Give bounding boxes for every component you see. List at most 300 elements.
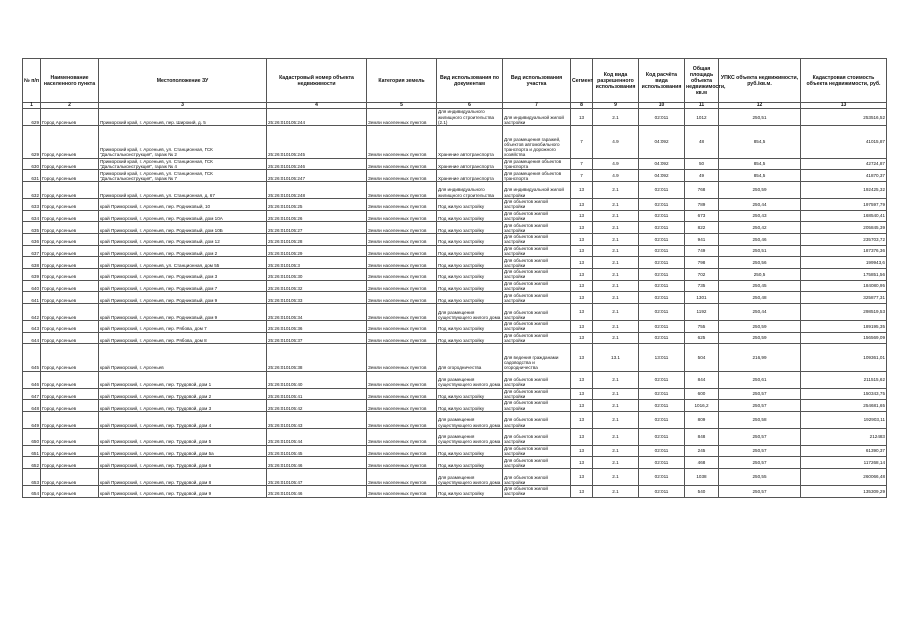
column-header: Кадастровый номер объекта недвижимости bbox=[267, 59, 367, 103]
segment: 13 bbox=[571, 388, 593, 400]
segment: 13 bbox=[571, 257, 593, 269]
row-number: 647 bbox=[23, 388, 41, 400]
column-number: 3 bbox=[99, 103, 267, 109]
row-number: 648 bbox=[23, 400, 41, 412]
settlement-name: Город Арсеньев bbox=[41, 411, 99, 428]
documented-use: Для индивидуального жилищного строительства (2.1) bbox=[437, 109, 503, 126]
land-category: Земли населенных пунктов bbox=[367, 428, 437, 445]
cadastral-value: 150343,75 bbox=[801, 388, 887, 400]
settlement-name: Город Арсеньев bbox=[41, 428, 99, 445]
row-number: 629 bbox=[23, 126, 41, 159]
permitted-use-code: 2.1 bbox=[593, 400, 639, 412]
cadastral-value: 212483 bbox=[801, 428, 887, 445]
column-number: 1 bbox=[23, 103, 41, 109]
segment: 13 bbox=[571, 210, 593, 222]
segment: 13 bbox=[571, 400, 593, 412]
land-location: край Приморский, г. Арсеньев, пер. Трудовой, дом 5а bbox=[99, 445, 267, 457]
settlement-name: Город Арсеньев bbox=[41, 485, 99, 497]
specific-cadastral-value: 216,99 bbox=[719, 344, 801, 371]
land-category: Земли населенных пунктов bbox=[367, 485, 437, 497]
table-row bbox=[23, 332, 887, 344]
total-area: 735 bbox=[685, 280, 719, 292]
cadastral-number: 25:26:010105:248 bbox=[267, 181, 367, 198]
cadastral-number: 25:26:010105:40 bbox=[267, 371, 367, 388]
plot-use: Для объектов жилой застройки bbox=[503, 469, 571, 486]
land-location: край Приморский, г. Арсеньев, пер. Трудовой, дом 9 bbox=[99, 485, 267, 497]
table-row bbox=[23, 210, 887, 222]
column-header: Код вида разрешенного использования bbox=[593, 59, 639, 103]
cadastral-number: 25:26:010105:246 bbox=[267, 158, 367, 170]
calc-use-code: 02:011 bbox=[639, 428, 685, 445]
land-location: край Приморский, г. Арсеньев, пер. Родниковый, дом 12 bbox=[99, 233, 267, 245]
calc-use-code: 02:011 bbox=[639, 210, 685, 222]
calc-use-code: 02:011 bbox=[639, 485, 685, 497]
row-number: 644 bbox=[23, 332, 41, 344]
land-category: Земли населенных пунктов bbox=[367, 268, 437, 280]
cadastral-value: 211515,62 bbox=[801, 371, 887, 388]
calc-use-code: 02:011 bbox=[639, 304, 685, 321]
segment: 13 bbox=[571, 222, 593, 234]
table-row bbox=[23, 268, 887, 280]
cadastral-value: 135309,29 bbox=[801, 485, 887, 497]
plot-use: Для индивидуальной жилой застройки bbox=[503, 109, 571, 126]
cadastral-value: 41015,87 bbox=[801, 126, 887, 159]
total-area: 844 bbox=[685, 371, 719, 388]
cadastral-value: 254681,65 bbox=[801, 400, 887, 412]
cadastral-number: 25:26:010105:29 bbox=[267, 245, 367, 257]
row-number: 636 bbox=[23, 233, 41, 245]
settlement-name: Город Арсеньев bbox=[41, 280, 99, 292]
cadastral-number: 25:26:010105:46 bbox=[267, 457, 367, 469]
documented-use: Для размещения существующего жилого дома bbox=[437, 411, 503, 428]
land-category: Земли населенных пунктов bbox=[367, 257, 437, 269]
permitted-use-code: 13.1 bbox=[593, 344, 639, 371]
cadastral-value: 117268,14 bbox=[801, 457, 887, 469]
calc-use-code: 02:011 bbox=[639, 445, 685, 457]
settlement-name: Город Арсеньев bbox=[41, 268, 99, 280]
segment: 13 bbox=[571, 268, 593, 280]
specific-cadastral-value: 250,61 bbox=[719, 371, 801, 388]
permitted-use-code: 2.1 bbox=[593, 485, 639, 497]
table-row bbox=[23, 400, 887, 412]
table-row bbox=[23, 469, 887, 486]
cadastral-number: 25:26:010105:25 bbox=[267, 198, 367, 210]
row-number: 637 bbox=[23, 245, 41, 257]
settlement-name: Город Арсеньев bbox=[41, 257, 99, 269]
table-row bbox=[23, 222, 887, 234]
cadastral-number: 25:26:010105:33 bbox=[267, 292, 367, 304]
calc-use-code: 13:011 bbox=[639, 344, 685, 371]
table-row bbox=[23, 170, 887, 182]
cadastral-number: 25:26:010105:41 bbox=[267, 388, 367, 400]
row-number: 629 bbox=[23, 109, 41, 126]
cadastral-value: 235703,72 bbox=[801, 233, 887, 245]
documented-use: Под жилую застройку bbox=[437, 222, 503, 234]
specific-cadastral-value: 250,51 bbox=[719, 245, 801, 257]
land-location: Приморский край, г. Арсеньев, пер. Широкий, д. 5 bbox=[99, 109, 267, 126]
land-category: Земли населенных пунктов bbox=[367, 109, 437, 126]
land-location: край Приморский, г. Арсеньев, пер. Рябова, дом 7 bbox=[99, 320, 267, 332]
plot-use: Для объектов жилой застройки bbox=[503, 457, 571, 469]
specific-cadastral-value: 250,57 bbox=[719, 428, 801, 445]
land-category: Земли населенных пунктов bbox=[367, 233, 437, 245]
land-location: край Приморский, г. Арсеньев, пер. Родниковый, дом 10Б bbox=[99, 222, 267, 234]
calc-use-code: 02:011 bbox=[639, 469, 685, 486]
total-area: 504 bbox=[685, 344, 719, 371]
specific-cadastral-value: 250,55 bbox=[719, 469, 801, 486]
plot-use: Для объектов жилой застройки bbox=[503, 320, 571, 332]
specific-cadastral-value: 250,56 bbox=[719, 257, 801, 269]
table-row bbox=[23, 126, 887, 159]
cadastral-value: 325877,31 bbox=[801, 292, 887, 304]
permitted-use-code: 2.1 bbox=[593, 109, 639, 126]
row-number: 651 bbox=[23, 445, 41, 457]
cadastral-value: 192903,11 bbox=[801, 411, 887, 428]
plot-use: Для объектов жилой застройки bbox=[503, 198, 571, 210]
calc-use-code: 02:011 bbox=[639, 257, 685, 269]
calc-use-code: 02:011 bbox=[639, 292, 685, 304]
table-row bbox=[23, 109, 887, 126]
plot-use: Для объектов жилой застройки bbox=[503, 485, 571, 497]
land-location: край Приморский, г. Арсеньев, пер. Родниковый, дом 3 bbox=[99, 268, 267, 280]
settlement-name: Город Арсеньев bbox=[41, 400, 99, 412]
table-row bbox=[23, 233, 887, 245]
cadastral-value: 253516,52 bbox=[801, 109, 887, 126]
specific-cadastral-value: 250,43 bbox=[719, 210, 801, 222]
plot-use: Для размещения объектов транспорта bbox=[503, 170, 571, 182]
plot-use: Для объектов жилой застройки bbox=[503, 332, 571, 344]
plot-use: Для объектов жилой застройки bbox=[503, 257, 571, 269]
land-location: край Приморский, г. Арсеньев, пер. Родниковый, дом 7 bbox=[99, 280, 267, 292]
total-area: 673 bbox=[685, 210, 719, 222]
segment: 13 bbox=[571, 344, 593, 371]
plot-use: Для объектов жилой застройки bbox=[503, 411, 571, 428]
table-row bbox=[23, 304, 887, 321]
settlement-name: Город Арсеньев bbox=[41, 332, 99, 344]
row-number: 650 bbox=[23, 428, 41, 445]
permitted-use-code: 2.1 bbox=[593, 445, 639, 457]
total-area: 848 bbox=[685, 428, 719, 445]
land-category: Земли населенных пунктов bbox=[367, 292, 437, 304]
documented-use: Для размещения существующего жилого дома bbox=[437, 304, 503, 321]
permitted-use-code: 2.1 bbox=[593, 469, 639, 486]
cadastral-value: 205845,39 bbox=[801, 222, 887, 234]
cadastral-value: 41870,37 bbox=[801, 170, 887, 182]
row-number: 634 bbox=[23, 210, 41, 222]
cadastral-value: 199943,6 bbox=[801, 257, 887, 269]
documented-use: Под жилую застройку bbox=[437, 400, 503, 412]
land-category: Земли населенных пунктов bbox=[367, 332, 437, 344]
specific-cadastral-value: 250,57 bbox=[719, 485, 801, 497]
total-area: 1016,2 bbox=[685, 400, 719, 412]
row-number: 631 bbox=[23, 170, 41, 182]
settlement-name: Город Арсеньев bbox=[41, 222, 99, 234]
row-number: 654 bbox=[23, 485, 41, 497]
specific-cadastral-value: 250,57 bbox=[719, 445, 801, 457]
table-body bbox=[23, 103, 887, 498]
column-number: 8 bbox=[571, 103, 593, 109]
land-category: Земли населенных пунктов bbox=[367, 181, 437, 198]
cadastral-number: 25:26:010105:30 bbox=[267, 268, 367, 280]
cadastral-value: 298519,53 bbox=[801, 304, 887, 321]
specific-cadastral-value: 250,57 bbox=[719, 388, 801, 400]
documented-use: Под жилую застройку bbox=[437, 457, 503, 469]
row-number: 632 bbox=[23, 181, 41, 198]
column-header: Кадастровая стоимость объекта недвижимости, руб. bbox=[801, 59, 887, 103]
total-area: 625 bbox=[685, 332, 719, 344]
land-category: Земли населенных пунктов bbox=[367, 400, 437, 412]
total-area: 468 bbox=[685, 457, 719, 469]
permitted-use-code: 2.1 bbox=[593, 332, 639, 344]
calc-use-code: 02:011 bbox=[639, 233, 685, 245]
column-header: Категория земель bbox=[367, 59, 437, 103]
settlement-name: Город Арсеньев bbox=[41, 126, 99, 159]
land-location: край Приморский, г. Арсеньев, пер. Родниковый, дом 10А bbox=[99, 210, 267, 222]
land-category: Земли населенных пунктов bbox=[367, 469, 437, 486]
segment: 13 bbox=[571, 109, 593, 126]
calc-use-code: 02:011 bbox=[639, 388, 685, 400]
cadastral-number: 25:26:010105:45 bbox=[267, 445, 367, 457]
land-category: Земли населенных пунктов bbox=[367, 344, 437, 371]
cadastral-value: 61390,37 bbox=[801, 445, 887, 457]
cadastral-value: 175851,56 bbox=[801, 268, 887, 280]
land-location: край Приморский, г. Арсеньев, пер. Родниковый, 10 bbox=[99, 198, 267, 210]
specific-cadastral-value: 250,48 bbox=[719, 292, 801, 304]
total-area: 540 bbox=[685, 485, 719, 497]
permitted-use-code: 2.1 bbox=[593, 233, 639, 245]
documented-use: Под жилую застройку bbox=[437, 292, 503, 304]
land-location: край Приморский, г. Арсеньев, пер. Рябова, дом 8 bbox=[99, 332, 267, 344]
specific-cadastral-value: 250,5 bbox=[719, 268, 801, 280]
plot-use: Для объектов жилой застройки bbox=[503, 428, 571, 445]
specific-cadastral-value: 250,57 bbox=[719, 457, 801, 469]
column-header: Сегмент bbox=[571, 59, 593, 103]
settlement-name: Город Арсеньев bbox=[41, 292, 99, 304]
documented-use: Под жилую застройку bbox=[437, 485, 503, 497]
total-area: 1301 bbox=[685, 292, 719, 304]
land-category: Земли населенных пунктов bbox=[367, 126, 437, 159]
column-header: УПКС объекта недвижимости, руб./кв.м. bbox=[719, 59, 801, 103]
plot-use: Для объектов жилой застройки bbox=[503, 268, 571, 280]
land-category: Земли населенных пунктов bbox=[367, 320, 437, 332]
plot-use: Для объектов жилой застройки bbox=[503, 280, 571, 292]
segment: 13 bbox=[571, 485, 593, 497]
land-category: Земли населенных пунктов bbox=[367, 280, 437, 292]
cadastral-number: 25:26:010105:32 bbox=[267, 280, 367, 292]
documented-use: Хранение автотранспорта bbox=[437, 126, 503, 159]
land-location: Приморский край, г. Арсеньев, ул. Станционная, д. 67 bbox=[99, 181, 267, 198]
segment: 7 bbox=[571, 126, 593, 159]
specific-cadastral-value: 250,45 bbox=[719, 280, 801, 292]
permitted-use-code: 2.1 bbox=[593, 304, 639, 321]
plot-use: Для объектов жилой застройки bbox=[503, 292, 571, 304]
calc-use-code: 02:011 bbox=[639, 198, 685, 210]
total-area: 809 bbox=[685, 411, 719, 428]
segment: 13 bbox=[571, 332, 593, 344]
land-location: край Приморский, г. Арсеньев, пер. Трудовой, дом 2 bbox=[99, 388, 267, 400]
documented-use: Под жилую застройку bbox=[437, 332, 503, 344]
table-row bbox=[23, 292, 887, 304]
row-number: 646 bbox=[23, 371, 41, 388]
cadastral-number: 25:26:010105:43 bbox=[267, 411, 367, 428]
column-header: Вид использования по документам bbox=[437, 59, 503, 103]
documented-use: Для индивидуального жилищного строительства bbox=[437, 181, 503, 198]
cadastral-number: 25:26:010105:27 bbox=[267, 222, 367, 234]
specific-cadastral-value: 250,42 bbox=[719, 222, 801, 234]
segment: 13 bbox=[571, 181, 593, 198]
settlement-name: Город Арсеньев bbox=[41, 304, 99, 321]
total-area: 941 bbox=[685, 233, 719, 245]
settlement-name: Город Арсеньев bbox=[41, 233, 99, 245]
row-number: 640 bbox=[23, 280, 41, 292]
land-category: Земли населенных пунктов bbox=[367, 222, 437, 234]
land-location: край Приморский, г. Арсеньев, пер. Трудовой, дом 5 bbox=[99, 428, 267, 445]
land-category: Земли населенных пунктов bbox=[367, 445, 437, 457]
permitted-use-code: 2.1 bbox=[593, 210, 639, 222]
specific-cadastral-value: 250,44 bbox=[719, 198, 801, 210]
table-row bbox=[23, 280, 887, 292]
settlement-name: Город Арсеньев bbox=[41, 445, 99, 457]
calc-use-code: 02:011 bbox=[639, 320, 685, 332]
column-header: Наименование населенного пункта bbox=[41, 59, 99, 103]
land-location: Приморский край, г. Арсеньев, ул. Станционная, ГСК "Дальстальконструкция", гараж № 7 bbox=[99, 170, 267, 182]
plot-use: Для объектов жилой застройки bbox=[503, 245, 571, 257]
cadastral-number: 25:26:010105:44 bbox=[267, 428, 367, 445]
land-location: край Приморский, г. Арсеньев, пер. Трудовой, дом 8 bbox=[99, 469, 267, 486]
total-area: 749 bbox=[685, 245, 719, 257]
specific-cadastral-value: 854,5 bbox=[719, 126, 801, 159]
row-number: 633 bbox=[23, 198, 41, 210]
documented-use: Под жилую застройку bbox=[437, 320, 503, 332]
land-location: край Приморский, г. Арсеньев, ул. Станционная, дом 55 bbox=[99, 257, 267, 269]
column-header: Общая площадь объекта недвижимости, кв.м bbox=[685, 59, 719, 103]
total-area: 1038 bbox=[685, 469, 719, 486]
total-area: 1012 bbox=[685, 109, 719, 126]
calc-use-code: 02:011 bbox=[639, 457, 685, 469]
segment: 13 bbox=[571, 280, 593, 292]
column-number: 6 bbox=[437, 103, 503, 109]
column-header: Местоположение ЗУ bbox=[99, 59, 267, 103]
table-row bbox=[23, 181, 887, 198]
total-area: 798 bbox=[685, 257, 719, 269]
settlement-name: Город Арсеньев bbox=[41, 320, 99, 332]
land-category: Земли населенных пунктов bbox=[367, 245, 437, 257]
settlement-name: Город Арсеньев bbox=[41, 388, 99, 400]
land-category: Земли населенных пунктов bbox=[367, 371, 437, 388]
documented-use: Под жилую застройку bbox=[437, 268, 503, 280]
plot-use: Для ведения гражданами садоводства и огородничества bbox=[503, 344, 571, 371]
table-row bbox=[23, 371, 887, 388]
segment: 13 bbox=[571, 469, 593, 486]
plot-use: Для индивидуальной жилой застройки bbox=[503, 181, 571, 198]
settlement-name: Город Арсеньев bbox=[41, 158, 99, 170]
plot-use: Для объектов жилой застройки bbox=[503, 210, 571, 222]
segment: 13 bbox=[571, 445, 593, 457]
calc-use-code: 02:011 bbox=[639, 400, 685, 412]
documented-use: Хранение автотранспорта bbox=[437, 170, 503, 182]
total-area: 245 bbox=[685, 445, 719, 457]
cadastral-number: 25:26:010105:26 bbox=[267, 210, 367, 222]
segment: 7 bbox=[571, 170, 593, 182]
table-row bbox=[23, 245, 887, 257]
documented-use: Под жилую застройку bbox=[437, 245, 503, 257]
permitted-use-code: 4.9 bbox=[593, 126, 639, 159]
settlement-name: Город Арсеньев bbox=[41, 371, 99, 388]
cadastral-number: 25:26:010105:42 bbox=[267, 400, 367, 412]
row-number: 653 bbox=[23, 469, 41, 486]
documented-use: Для размещения существующего жилого дома bbox=[437, 428, 503, 445]
row-number: 643 bbox=[23, 320, 41, 332]
total-area: 755 bbox=[685, 320, 719, 332]
documented-use: Под жилую застройку bbox=[437, 280, 503, 292]
permitted-use-code: 2.1 bbox=[593, 280, 639, 292]
settlement-name: Город Арсеньев bbox=[41, 344, 99, 371]
total-area: 1192 bbox=[685, 304, 719, 321]
column-number: 7 bbox=[503, 103, 571, 109]
land-category: Земли населенных пунктов bbox=[367, 411, 437, 428]
land-category: Земли населенных пунктов bbox=[367, 210, 437, 222]
specific-cadastral-value: 854,5 bbox=[719, 158, 801, 170]
settlement-name: Город Арсеньев bbox=[41, 198, 99, 210]
settlement-name: Город Арсеньев bbox=[41, 109, 99, 126]
land-category: Земли населенных пунктов bbox=[367, 158, 437, 170]
column-number: 13 bbox=[801, 103, 887, 109]
specific-cadastral-value: 250,46 bbox=[719, 233, 801, 245]
table-row bbox=[23, 320, 887, 332]
segment: 13 bbox=[571, 320, 593, 332]
column-number: 12 bbox=[719, 103, 801, 109]
land-location: край Приморский, г. Арсеньев, пер. Родниковый, дом 2 bbox=[99, 245, 267, 257]
land-location: край Приморский, г. Арсеньев, пер. Родниковый, дом 9 bbox=[99, 304, 267, 321]
permitted-use-code: 2.1 bbox=[593, 181, 639, 198]
segment: 13 bbox=[571, 233, 593, 245]
table-row bbox=[23, 388, 887, 400]
cadastral-value: 187376,36 bbox=[801, 245, 887, 257]
specific-cadastral-value: 250,51 bbox=[719, 109, 801, 126]
documented-use: Под жилую застройку bbox=[437, 388, 503, 400]
plot-use: Для объектов жилой застройки bbox=[503, 233, 571, 245]
segment: 13 bbox=[571, 428, 593, 445]
total-area: 822 bbox=[685, 222, 719, 234]
cadastral-number: 25:26:010105:37 bbox=[267, 332, 367, 344]
table-row bbox=[23, 411, 887, 428]
header-row bbox=[23, 59, 887, 103]
cadastral-value: 109361,01 bbox=[801, 344, 887, 371]
specific-cadastral-value: 250,58 bbox=[719, 411, 801, 428]
table-row bbox=[23, 457, 887, 469]
permitted-use-code: 2.1 bbox=[593, 257, 639, 269]
specific-cadastral-value: 854,5 bbox=[719, 170, 801, 182]
row-number: 638 bbox=[23, 257, 41, 269]
cadastral-number: 25:26:010105:46 bbox=[267, 485, 367, 497]
land-location: Приморский край, г. Арсеньев, ул. Станционная, ГСК "Дальстальконструкция", гараж № 4 bbox=[99, 158, 267, 170]
table-row bbox=[23, 344, 887, 371]
plot-use: Для объектов жилой застройки bbox=[503, 371, 571, 388]
permitted-use-code: 2.1 bbox=[593, 268, 639, 280]
documented-use: Под жилую застройку bbox=[437, 233, 503, 245]
cadastral-number: 25:26:010105:3 bbox=[267, 257, 367, 269]
permitted-use-code: 2.1 bbox=[593, 320, 639, 332]
total-area: 789 bbox=[685, 198, 719, 210]
cadastral-value: 168540,41 bbox=[801, 210, 887, 222]
cadastral-number: 25:26:010105:247 bbox=[267, 170, 367, 182]
cadastral-number: 25:26:010105:34 bbox=[267, 304, 367, 321]
specific-cadastral-value: 250,59 bbox=[719, 181, 801, 198]
land-category: Земли населенных пунктов bbox=[367, 304, 437, 321]
permitted-use-code: 2.1 bbox=[593, 388, 639, 400]
calc-use-code: 02:011 bbox=[639, 109, 685, 126]
total-area: 768 bbox=[685, 181, 719, 198]
